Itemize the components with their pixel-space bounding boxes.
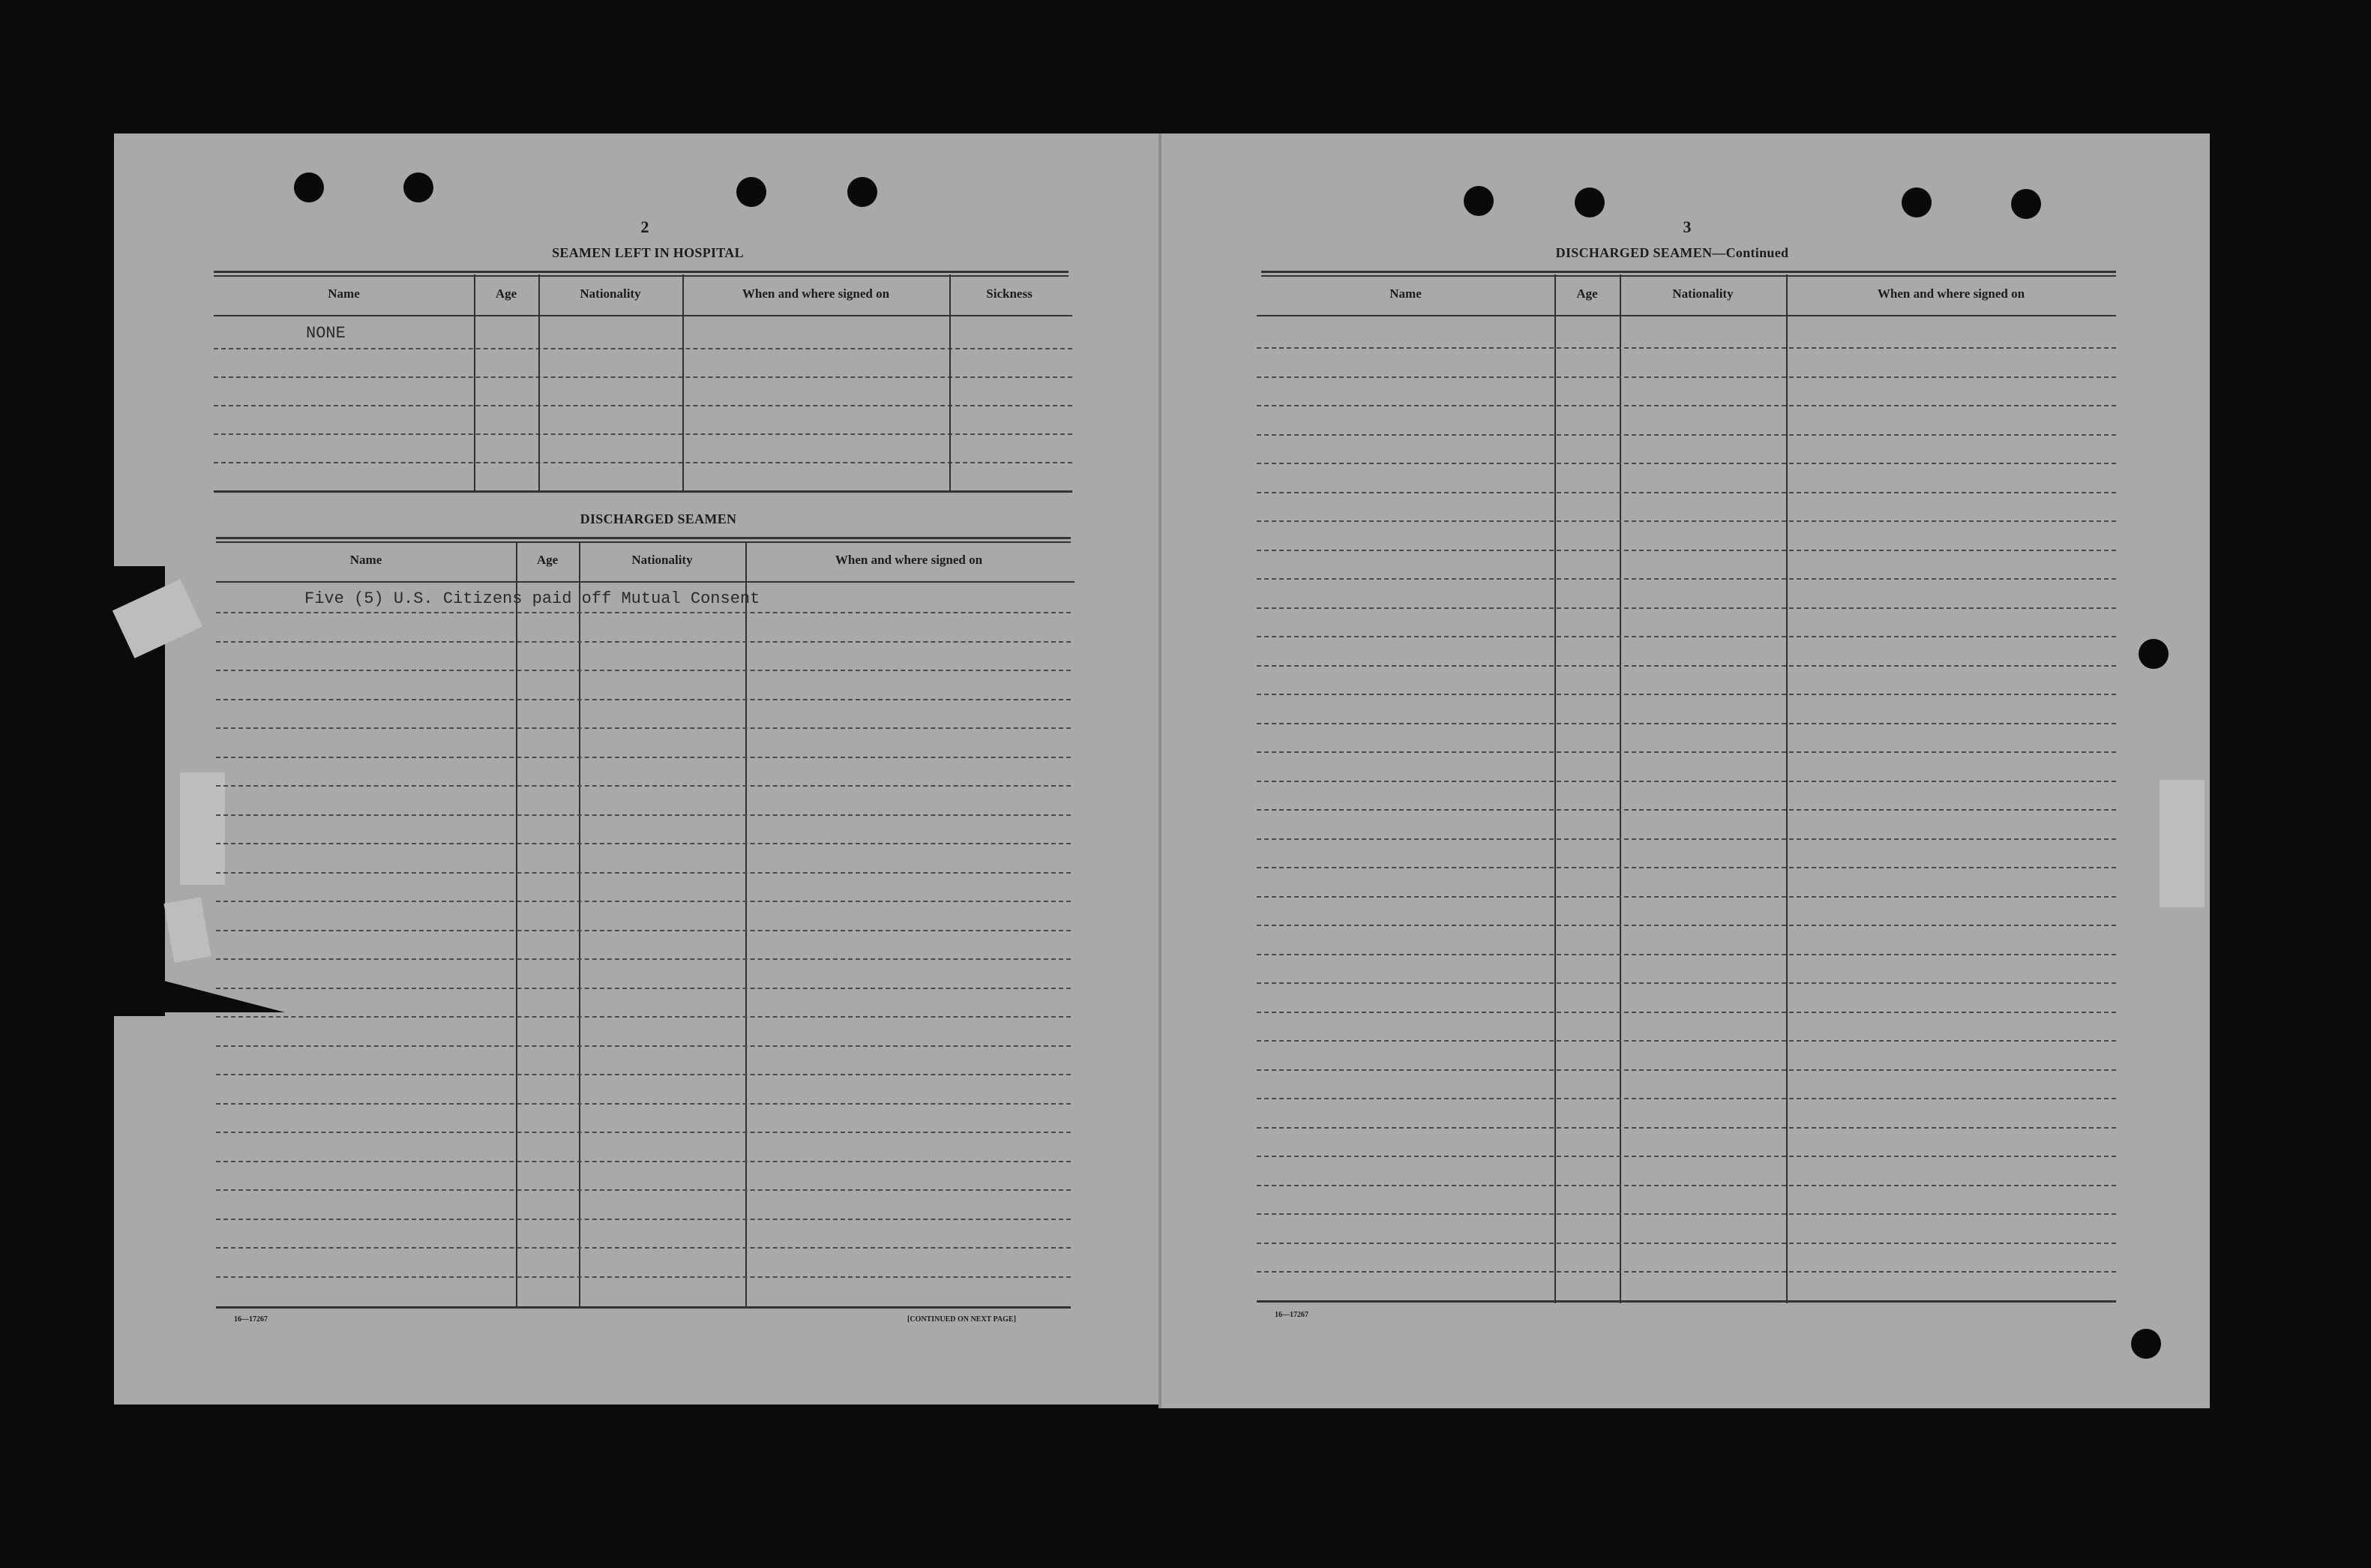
form-number: 16—17267 xyxy=(1275,1311,1308,1319)
rule xyxy=(214,490,1072,493)
row-line xyxy=(216,1276,1071,1278)
row-line xyxy=(216,958,1071,960)
col-header-name: Name xyxy=(328,286,360,301)
row-line xyxy=(214,348,1072,349)
row-line xyxy=(1257,1098,2116,1099)
row-line xyxy=(214,376,1072,378)
row-line xyxy=(214,433,1072,435)
row-line xyxy=(1257,1243,2116,1244)
row-line xyxy=(216,988,1071,989)
row-line xyxy=(216,641,1071,643)
left-page xyxy=(114,133,1160,1405)
row-line xyxy=(1257,723,2116,724)
punch-hole xyxy=(1902,187,1932,217)
row-line xyxy=(216,1074,1071,1075)
right-page xyxy=(1160,133,2210,1408)
row-line xyxy=(1257,665,2116,667)
col-divider xyxy=(682,274,684,492)
row-line xyxy=(216,1045,1071,1047)
row-line xyxy=(216,1247,1071,1249)
rule xyxy=(216,1306,1071,1309)
row-line xyxy=(1257,1213,2116,1215)
row-line xyxy=(1257,954,2116,955)
row-line xyxy=(1257,405,2116,406)
punch-hole xyxy=(736,177,766,207)
punch-hole xyxy=(847,177,877,207)
col-header-age: Age xyxy=(536,553,559,567)
col-divider xyxy=(1554,274,1556,1303)
col-divider xyxy=(516,541,517,1308)
col-divider xyxy=(579,541,580,1308)
row-line xyxy=(216,699,1071,700)
row-line xyxy=(216,872,1071,874)
rule xyxy=(1261,271,2116,273)
row-line xyxy=(216,1016,1071,1018)
row-line xyxy=(1257,838,2116,840)
rule xyxy=(214,271,1069,273)
col-header-name: Name xyxy=(1389,286,1422,301)
col-header-signed-on: When and where signed on xyxy=(835,553,983,567)
row-line xyxy=(1257,925,2116,926)
col-divider xyxy=(949,274,951,492)
col-header-nationality: Nationality xyxy=(1672,286,1734,301)
col-header-sickness: Sickness xyxy=(986,286,1033,301)
row-line xyxy=(216,1103,1071,1105)
punch-hole xyxy=(294,172,324,202)
rule xyxy=(214,275,1069,277)
paper-flap xyxy=(2160,780,2205,907)
col-header-age: Age xyxy=(1576,286,1598,301)
row-line xyxy=(216,727,1071,729)
row-line xyxy=(1257,896,2116,898)
section-title-hospital: SEAMEN LEFT IN HOSPITAL xyxy=(552,245,744,260)
row-line xyxy=(214,405,1072,406)
row-line xyxy=(1257,492,2116,493)
section-title-discharged-continued: DISCHARGED SEAMEN—Continued xyxy=(1555,245,1789,260)
row-line xyxy=(216,1189,1071,1191)
row-line xyxy=(1257,1127,2116,1129)
row-line xyxy=(1257,809,2116,811)
rule xyxy=(1257,315,2116,316)
row-line xyxy=(1257,1271,2116,1273)
row-line xyxy=(216,814,1071,816)
page-fold xyxy=(1159,133,1162,1408)
row-line xyxy=(1257,1040,2116,1042)
row-line xyxy=(1257,376,2116,378)
row-line xyxy=(1257,578,2116,580)
row-line xyxy=(216,901,1071,902)
page-number: 3 xyxy=(1683,217,1692,236)
continued-note: [CONTINUED ON NEXT PAGE] xyxy=(907,1315,1016,1324)
col-divider xyxy=(538,274,540,492)
row-line xyxy=(1257,1012,2116,1013)
row-line xyxy=(1257,550,2116,551)
section-title-discharged: DISCHARGED SEAMEN xyxy=(580,511,737,526)
col-divider xyxy=(1786,274,1788,1303)
row-line xyxy=(1257,607,2116,609)
punch-hole xyxy=(2131,1329,2161,1359)
row-line xyxy=(1257,434,2116,436)
row-line xyxy=(216,670,1071,671)
row-line xyxy=(1257,520,2116,522)
rule xyxy=(216,541,1071,543)
rule xyxy=(1257,1300,2116,1303)
col-header-age: Age xyxy=(495,286,517,301)
rule xyxy=(216,581,1075,583)
row-line xyxy=(1257,636,2116,637)
col-divider xyxy=(474,274,475,492)
row-line xyxy=(216,1161,1071,1162)
col-header-nationality: Nationality xyxy=(631,553,693,567)
row-line xyxy=(216,930,1071,931)
hospital-entry: NONE xyxy=(306,324,346,343)
rule xyxy=(216,537,1071,539)
row-line xyxy=(1257,867,2116,868)
col-header-name: Name xyxy=(349,553,382,567)
row-line xyxy=(1257,347,2116,349)
row-line xyxy=(216,757,1071,758)
row-line xyxy=(1257,1185,2116,1186)
row-line xyxy=(1257,982,2116,984)
page-number: 2 xyxy=(640,217,649,236)
row-line xyxy=(216,1219,1071,1220)
rule xyxy=(214,315,1072,316)
col-header-nationality: Nationality xyxy=(580,286,641,301)
row-line xyxy=(1257,781,2116,782)
form-number: 16—17267 xyxy=(234,1315,268,1324)
row-line xyxy=(1257,1156,2116,1157)
row-line xyxy=(1257,694,2116,695)
col-header-signed-on: When and where signed on xyxy=(742,286,890,301)
row-line xyxy=(216,612,1071,613)
discharged-entry: Five (5) U.S. Citizens paid off Mutual Consent xyxy=(304,589,760,608)
col-divider xyxy=(1620,274,1621,1303)
row-line xyxy=(216,843,1071,844)
punch-hole xyxy=(1575,187,1605,217)
row-line xyxy=(1257,1069,2116,1071)
punch-hole xyxy=(2139,639,2169,669)
punch-hole xyxy=(403,172,433,202)
row-line xyxy=(216,1132,1071,1133)
row-line xyxy=(1257,463,2116,464)
punch-hole xyxy=(1464,186,1494,216)
rule xyxy=(1261,275,2116,277)
paper-flap xyxy=(180,772,225,885)
col-header-signed-on: When and where signed on xyxy=(1877,286,2025,301)
col-divider xyxy=(745,541,747,1308)
punch-hole xyxy=(2011,189,2041,219)
row-line xyxy=(1257,751,2116,753)
row-line xyxy=(214,462,1072,463)
row-line xyxy=(216,785,1071,787)
